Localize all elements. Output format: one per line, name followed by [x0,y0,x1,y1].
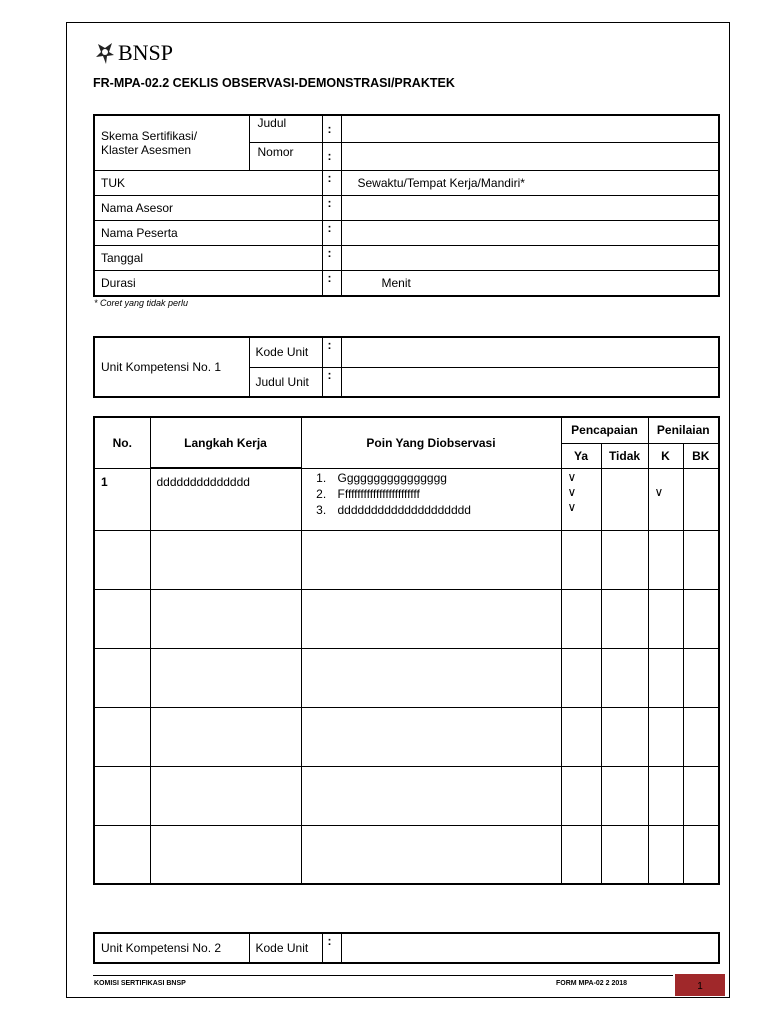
asesor-label: Nama Asesor [94,195,322,220]
colon: : [322,142,341,170]
judul-label: Judul [249,115,322,142]
asesor-field[interactable] [341,195,719,220]
colon: : [322,367,341,397]
check-mark: ∨ [567,484,577,499]
note: * Coret yang tidak perlu [94,298,189,308]
row-langkah[interactable]: dddddddddddddd [150,468,301,530]
judul-unit-field[interactable] [341,367,719,397]
unit2-table [93,932,720,964]
colon: : [322,115,341,142]
header-pencapaian: Pencapaian [561,417,648,443]
header-penilaian: Penilaian [648,417,719,443]
tuk-label: TUK [94,170,322,195]
colon: : [322,170,341,195]
tuk-value[interactable]: Sewaktu/Tempat Kerja/Mandiri* [341,170,719,195]
header-no: No. [94,417,150,468]
header-ya: Ya [561,443,601,468]
table-row [94,530,719,589]
check-mark: ∨ [567,499,577,514]
unit1-label: Unit Kompetensi No. 1 [94,337,249,397]
footer-divider [93,975,673,976]
colon: : [322,270,341,296]
tanggal-field[interactable] [341,245,719,270]
poin-item: 1. Gggggggggggggggg [330,470,561,486]
row-poin[interactable] [301,468,561,530]
poin-item: 2. Fffffffffffffffffffffffff [330,486,561,502]
poin-item: 3. dddddddddddddddddddd [330,502,561,518]
durasi-label: Durasi [94,270,322,296]
bnsp-emblem-icon [94,41,116,65]
table-row [94,468,719,530]
durasi-value[interactable]: Menit [341,270,719,296]
kode-unit-label: Kode Unit [249,337,322,367]
check-mark: ∨ [567,469,577,484]
header-tidak: Tidak [601,443,648,468]
colon: : [322,220,341,245]
kode-unit-field[interactable] [341,933,719,963]
unit1-table [93,336,720,398]
table-row [94,707,719,766]
kode-unit-label: Kode Unit [249,933,322,963]
table-row [94,589,719,648]
nomor-field[interactable] [341,142,719,170]
header-poin: Poin Yang Diobservasi [301,417,561,468]
ya-checks[interactable] [561,468,601,530]
header-langkah-kerja: Langkah Kerja [150,417,301,468]
bnsp-logo [94,40,173,66]
header-k: K [648,443,683,468]
row-no: 1 [94,468,150,530]
poin-list [302,470,561,518]
tidak-checks[interactable] [601,468,648,530]
skema-label: Skema Sertifikasi/ Klaster Asesmen [94,115,249,170]
peserta-field[interactable] [341,220,719,245]
colon: : [322,337,341,367]
nomor-label: Nomor [249,142,322,170]
bk-checks[interactable] [683,468,719,530]
peserta-label: Nama Peserta [94,220,322,245]
footer-right: FORM MPA-02 2 2018 [556,980,628,987]
colon: : [322,195,341,220]
colon: : [322,245,341,270]
table-row [94,766,719,825]
colon: : [322,933,341,963]
footer-left: KOMISI SERTIFIKASI BNSP [94,980,186,987]
table-row [94,648,719,707]
tanggal-label: Tanggal [94,245,322,270]
table-row [94,825,719,884]
unit2-label: Unit Kompetensi No. 2 [94,933,249,963]
logo-text: BNSP [118,40,174,65]
info-table [93,114,720,297]
header-bk: BK [683,443,719,468]
k-checks[interactable] [648,468,683,530]
check-mark: ∨ [654,484,664,499]
form-title: FR-MPA-02.2 CEKLIS OBSERVASI-DEMONSTRASI/PRAKTEK [93,76,455,90]
page-number: 1 [675,974,725,996]
judul-unit-label: Judul Unit [249,367,322,397]
kode-unit-field[interactable] [341,337,719,367]
judul-field[interactable] [341,115,719,142]
observasi-table [93,416,720,885]
